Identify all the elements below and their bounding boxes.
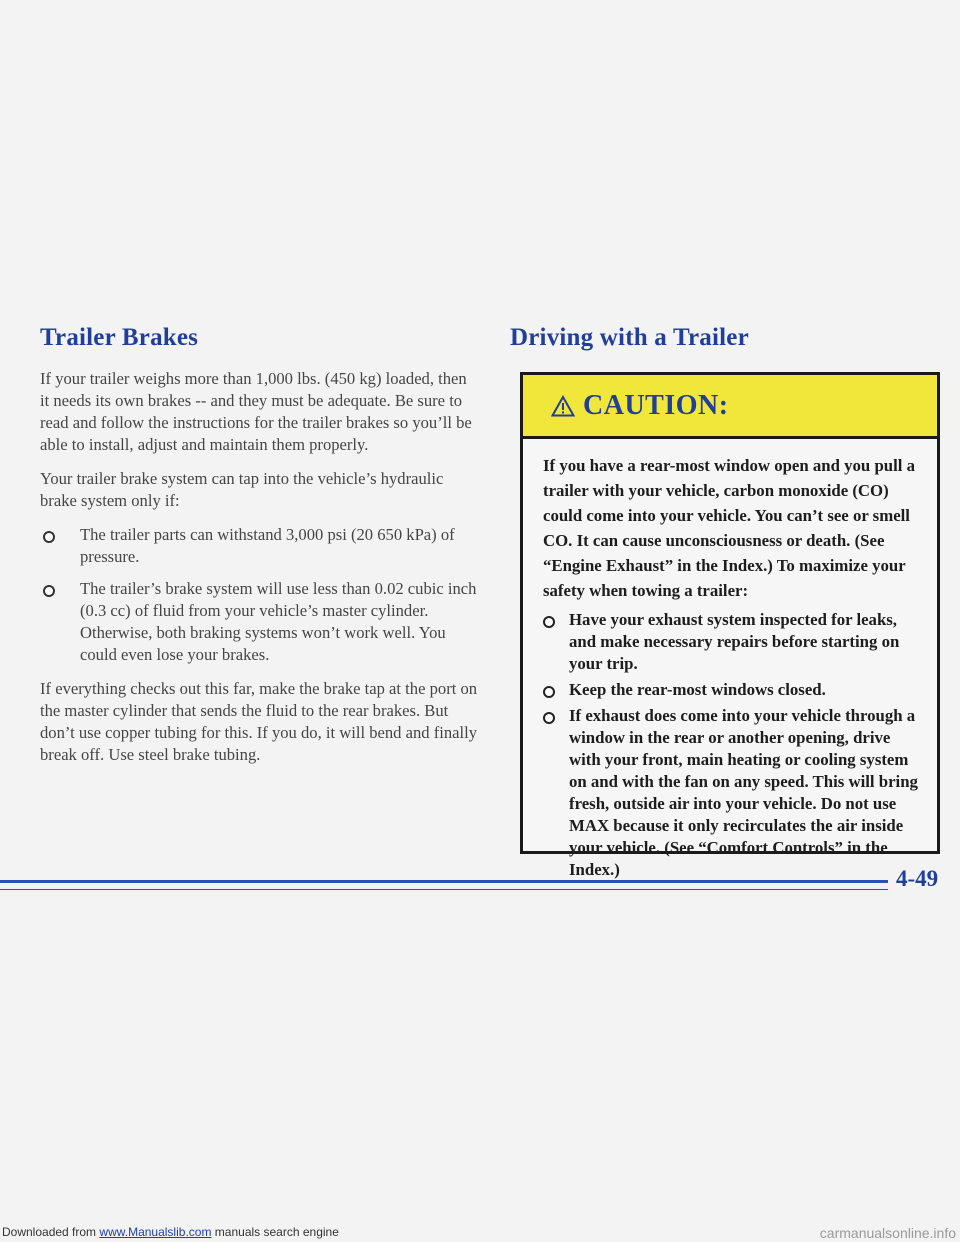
paragraph: If everything checks out this far, make the brake tap at the port on the master cylinder that sends the fluid to the rear brakes. But don’t use copper tubing for this. If you do, it will bend and finally break off. Use steel brake tubing. [40,679,478,764]
section-title: Trailer Brakes [40,324,199,351]
divider-line [0,889,888,890]
footer-suffix: manuals search engine [214,1225,339,1239]
bullet-icon [43,531,55,543]
list-item [40,578,480,666]
caution-header [523,375,937,439]
list-item [543,679,921,701]
bullet-icon [543,616,555,628]
driving-with-trailer-section [510,324,940,372]
page-number: 4-49 [896,866,939,891]
list-item [40,524,480,568]
footer [0,1224,960,1242]
caution-list [543,609,921,881]
watermark: carmanualsonline.info [819,1225,956,1241]
footer-prefix: Downloaded from [2,1225,97,1239]
divider-line [0,880,888,883]
list-item-text: If exhaust does come into your vehicle through a window in the rear or another opening, drive with your front, main heating or cooling system on and with the fan on any speed. This will bring fresh, outside air into your vehicle. Do not use MAX because it only recirculates the air inside your vehicle. (See “Comfort Controls” in the Index.) [569,706,918,879]
list-item-text: The trailer’s brake system will use less than 0.02 cubic inch (0.3 cc) of fluid from your vehicle’s master cylinder. Otherwise, both braking systems won’t work well. You could even lose your brakes. [80,579,477,664]
caution-label: CAUTION: [583,389,729,421]
bullet-icon [543,712,555,724]
manualslib-link[interactable]: www.Manualslib.com [99,1225,212,1239]
footer-text [2,1225,339,1239]
section-title: Driving with a Trailer [510,324,749,351]
paragraph: If your trailer weighs more than 1,000 lbs. (450 kg) loaded, then it needs its own brakes -- and they must be adequate. Be sure to read and follow the instructions for the trailer brakes so you’ll be able to install, adjust and maintain them properly. [40,369,472,454]
paragraph: Your trailer brake system can tap into the vehicle’s hydraulic brake system only if: [40,469,444,510]
bullet-list [40,524,480,666]
list-item-text: The trailer parts can withstand 3,000 psi (20 650 kPa) of pressure. [80,525,455,566]
caution-body [523,439,937,881]
list-item-text: Keep the rear-most windows closed. [569,680,826,699]
list-item [543,705,921,881]
trailer-brakes-section [40,324,480,778]
bullet-icon [543,686,555,698]
caution-intro: If you have a rear-most window open and you pull a trailer with your vehicle, carbon monoxide (CO) could come into your vehicle. You can’t see or smell CO. It can cause unconsciousness or death. (See “Engine Exhaust” in the Index.) To maximize your safety when towing a trailer: [543,456,916,600]
bullet-icon [43,585,55,597]
list-item [543,609,921,675]
warning-triangle-icon [551,395,575,417]
list-item-text: Have your exhaust system inspected for leaks, and make necessary repairs before starting on your trip. [569,610,900,673]
